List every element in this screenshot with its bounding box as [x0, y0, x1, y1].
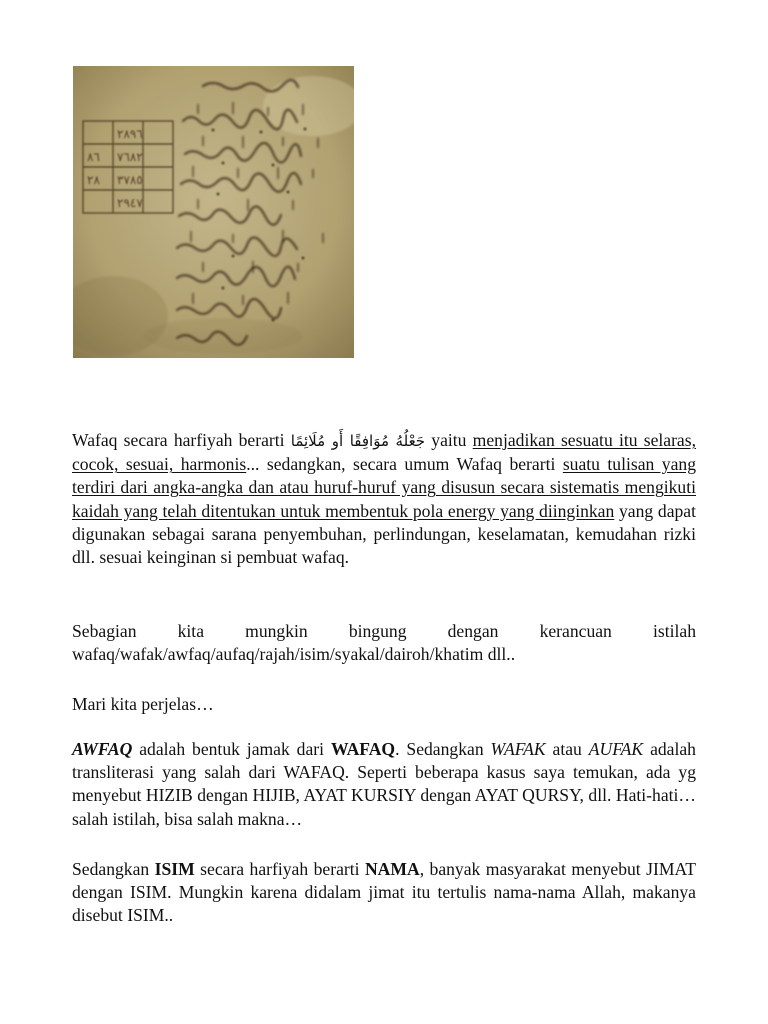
- text-run: Mari kita perjelas…: [72, 694, 214, 714]
- manuscript-image: [73, 66, 354, 358]
- underlined-meaning: menjadikan sesuatu itu selaras, cocok, sesuai, harmonis: [72, 430, 696, 475]
- arabic-phrase: جَعْلُهُ مُوَافِقًا أَو مُلَائِمًا: [290, 432, 426, 450]
- term-wafaq: WAFAQ: [330, 739, 396, 759]
- term-awfaq: AWFAQ: [72, 739, 133, 759]
- svg-text:٨٦: ٨٦: [87, 150, 100, 164]
- paragraph-definition: [72, 429, 696, 569]
- svg-text:٣٧٨٥: ٣٧٨٥: [117, 173, 143, 187]
- paragraph-isim: [72, 858, 696, 928]
- underlined-definition: suatu tulisan yang terdiri dari angka-angka dan atau huruf-huruf yang disusun secara sistematis mengikuti kaidah yang telah ditentukan untuk membentuk pola energy yang diinginkan: [72, 454, 696, 521]
- text-run: Wafaq secara harfiyah berarti: [72, 430, 291, 450]
- text-run: Sebagian kita mungkin bingung dengan kerancuan istilah wafaq/wafak/awfaq/aufaq/rajah/isim/syakal/dairoh/khatim dll..: [72, 621, 696, 665]
- term-aufak: AUFAK: [588, 739, 644, 759]
- text-run: , banyak masyarakat menyebut JIMAT dengan ISIM. Mungkin karena didalam jimat itu tertulis nama-nama Allah, makanya disebut ISIM..: [72, 859, 696, 926]
- text-run: adalah bentuk jamak dari: [132, 739, 331, 759]
- text-run: Sedangkan: [72, 859, 155, 879]
- text-run: atau: [545, 739, 589, 759]
- term-isim: ISIM: [154, 859, 195, 879]
- text-run: adalah transliterasi yang salah dari WAFAQ. Seperti beberapa kasus saya temukan, ada yg menyebut HIZIB dengan HIJIB, AYAT KURSIY dengan AYAT QURSY, dll. Hati-hati… salah istilah, bisa salah makna…: [72, 739, 696, 829]
- paragraph-clarify: [72, 693, 696, 716]
- text-run: yaitu: [425, 430, 473, 450]
- paragraph-awfaq: [72, 738, 696, 831]
- svg-text:٧٦٨٢: ٧٦٨٢: [117, 150, 143, 164]
- text-run: secara harfiyah berarti: [194, 859, 365, 879]
- text-run: ... sedangkan, secara umum Wafaq berarti: [246, 454, 563, 475]
- text-run: . Sedangkan: [395, 739, 491, 759]
- svg-text:٢٨: ٢٨: [87, 173, 100, 187]
- text-run: yang dapat digunakan sebagai sarana penyembuhan, perlindungan, keselamatan, kemudahan rizki dll. sesuai keinginan si pembuat wafaq.: [72, 500, 696, 568]
- svg-text:٢٨٩٦: ٢٨٩٦: [117, 127, 143, 141]
- term-nama: NAMA: [364, 859, 420, 879]
- term-wafak: WAFAK: [490, 739, 546, 759]
- paragraph-confusion: [72, 620, 696, 666]
- svg-text:٢٩٤٧: ٢٩٤٧: [117, 196, 143, 210]
